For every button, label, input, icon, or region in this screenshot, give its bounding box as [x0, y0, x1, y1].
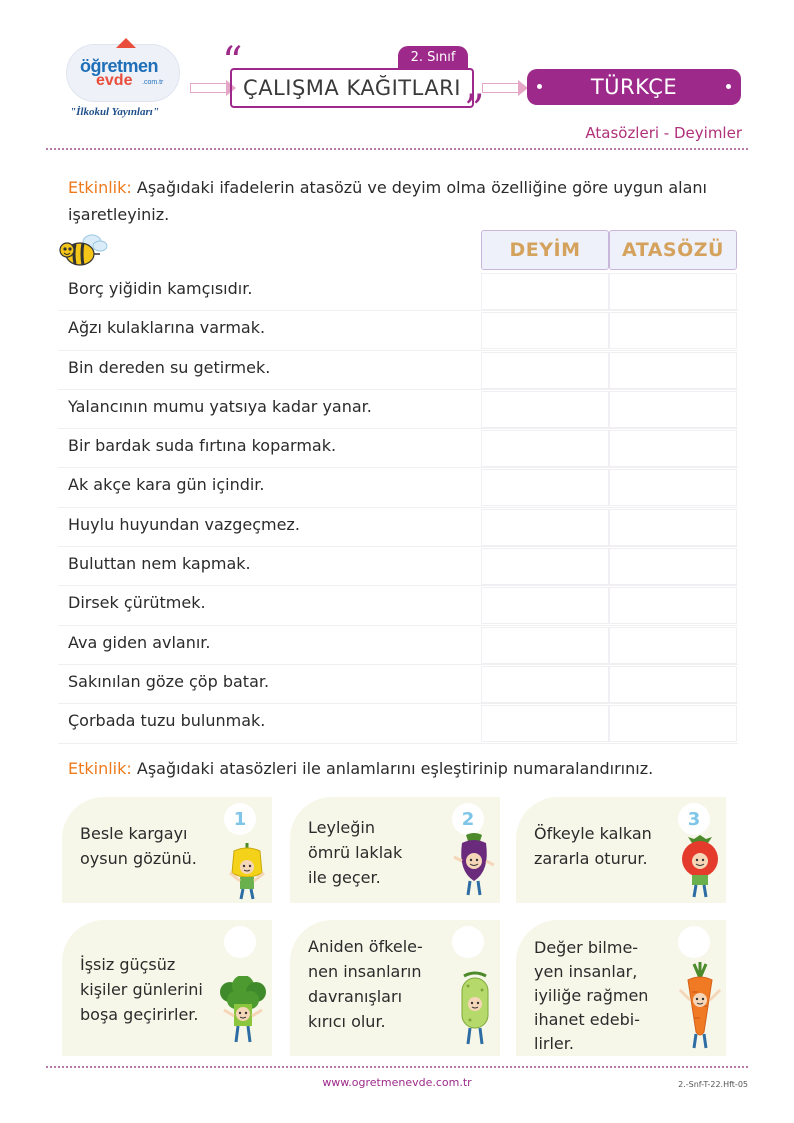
meaning-line: yen insanlar,: [534, 962, 638, 981]
column-header-atasozu: ATASÖZÜ: [609, 230, 737, 270]
activity-label: Etkinlik:: [68, 759, 132, 778]
table-row: [58, 468, 738, 507]
activity2-instruction: [68, 755, 768, 782]
number-circle[interactable]: [678, 926, 710, 958]
carrot-character-icon: [674, 960, 726, 1056]
proverb-text: [534, 821, 652, 871]
meaning-text: [534, 936, 648, 1056]
meaning-text: [308, 934, 423, 1034]
deyim-checkbox[interactable]: [481, 469, 609, 506]
publisher-logo: [60, 38, 188, 126]
proverb-line: Besle kargayı: [80, 824, 188, 843]
deyim-checkbox[interactable]: [481, 430, 609, 467]
table-row: [58, 311, 738, 350]
proverb-line: ile geçer.: [308, 868, 381, 887]
statement-text: Sakınılan göze çöp batar.: [68, 671, 270, 691]
deyim-checkbox[interactable]: [481, 509, 609, 546]
statement-text: Huylu huyundan vazgeçmez.: [68, 514, 300, 534]
meaning-line: davranışları: [308, 987, 403, 1006]
table-row: [58, 586, 738, 625]
eggplant-character-icon: [448, 831, 500, 903]
proverb-line: zararla oturur.: [534, 849, 648, 868]
meaning-line: kişiler günlerini: [80, 980, 203, 999]
proverb-card: [290, 797, 500, 903]
activity2-instruction-text: Aşağıdaki atasözleri ile anlamlarını eşleştirinip numaralandırınız.: [131, 759, 654, 778]
table-row: [58, 390, 738, 429]
atasozu-checkbox[interactable]: [609, 627, 737, 664]
statement-text: Dirsek çürütmek.: [68, 593, 206, 613]
topic-label: Atasözleri - Deyimler: [585, 124, 742, 142]
table-row: [58, 665, 738, 704]
dot-icon: [726, 84, 731, 89]
meaning-line: ihanet edebi-: [534, 1010, 640, 1029]
dotted-divider: [46, 148, 748, 150]
proverb-line: Leyleğin: [308, 818, 375, 837]
meaning-card: [516, 920, 726, 1056]
meaning-line: lirler.: [534, 1034, 574, 1053]
atasozu-checkbox[interactable]: [609, 705, 737, 742]
meaning-line: boşa geçirirler.: [80, 1005, 199, 1024]
column-header-deyim: DEYİM: [481, 230, 609, 270]
atasozu-checkbox[interactable]: [609, 469, 737, 506]
dot-icon: [537, 84, 542, 89]
atasozu-checkbox[interactable]: [609, 391, 737, 428]
meaning-text: [80, 952, 203, 1027]
atasozu-checkbox[interactable]: [609, 352, 737, 389]
meaning-line: İşsiz güçsüz: [80, 955, 176, 974]
logo-tld-text: .com.tr: [142, 79, 164, 86]
atasozu-checkbox[interactable]: [609, 587, 737, 624]
deyim-checkbox[interactable]: [481, 548, 609, 585]
table-row: [58, 272, 738, 311]
atasozu-checkbox[interactable]: [609, 430, 737, 467]
close-quote-icon: ”: [464, 87, 485, 133]
table-row: [58, 547, 738, 586]
footer-code: 2.-Snf-T-22.Hft-05: [678, 1080, 748, 1089]
logo-main-text: öğretmen: [80, 56, 159, 76]
proverb-card: [516, 797, 726, 903]
subject-label: TÜRKÇE: [590, 75, 678, 99]
table-row: [58, 429, 738, 468]
meaning-card: [62, 920, 272, 1056]
footer-url[interactable]: www.ogretmenevde.com.tr: [322, 1076, 472, 1089]
worksheet-title: ÇALIŞMA KAĞITLARI: [230, 68, 474, 108]
statement-text: Bir bardak suda fırtına koparmak.: [68, 436, 337, 456]
broccoli-character-icon: [214, 976, 272, 1056]
deyim-checkbox[interactable]: [481, 312, 609, 349]
deyim-checkbox[interactable]: [481, 352, 609, 389]
grade-badge: 2. Sınıf: [398, 46, 468, 68]
deyim-checkbox[interactable]: [481, 391, 609, 428]
proverb-card: [62, 797, 272, 903]
number-circle[interactable]: [452, 926, 484, 958]
deyim-checkbox[interactable]: [481, 666, 609, 703]
statement-text: Yalancının mumu yatsıya kadar yanar.: [68, 396, 372, 416]
table-row: [58, 508, 738, 547]
dotted-divider: [46, 1066, 748, 1068]
statement-text: Ağzı kulaklarına varmak.: [68, 318, 266, 338]
activity-label: Etkinlik:: [68, 178, 132, 197]
meaning-line: kırıcı olur.: [308, 1012, 386, 1031]
statement-text: Buluttan nem kapmak.: [68, 554, 251, 574]
cucumber-character-icon: [450, 970, 500, 1056]
meaning-line: Değer bilme-: [534, 938, 639, 957]
meaning-line: Aniden öfkele-: [308, 937, 423, 956]
deyim-checkbox[interactable]: [481, 273, 609, 310]
arrow-right-icon: [482, 83, 518, 93]
logo-tagline: "İlkokul Yayınları": [70, 106, 159, 118]
table-row: [58, 626, 738, 665]
number-circle[interactable]: 1: [224, 803, 256, 835]
number-circle[interactable]: 3: [678, 803, 710, 835]
proverb-text: [308, 815, 402, 890]
open-quote-icon: “: [222, 39, 243, 85]
statement-text: Ak akçe kara gün içindir.: [68, 475, 265, 495]
pepper-character-icon: [222, 837, 272, 903]
meaning-line: iyiliğe rağmen: [534, 986, 649, 1005]
atasozu-checkbox[interactable]: [609, 666, 737, 703]
atasozu-checkbox[interactable]: [609, 509, 737, 546]
bee-icon: [58, 232, 108, 268]
statement-text: Bin dereden su getirmek.: [68, 357, 271, 377]
logo-sub-text: evde: [96, 72, 133, 89]
house-icon: [116, 38, 136, 48]
proverb-line: Öfkeyle kalkan: [534, 824, 652, 843]
atasozu-checkbox[interactable]: [609, 273, 737, 310]
activity1-instruction-text: Aşağıdaki ifadelerin atasözü ve deyim olma özelliğine göre uygun alanı işaretleyiniz.: [68, 178, 707, 224]
proverb-text: [80, 821, 197, 871]
deyim-checkbox[interactable]: [481, 627, 609, 664]
arrow-right-icon: [190, 83, 226, 93]
atasozu-checkbox[interactable]: [609, 312, 737, 349]
table-row: [58, 351, 738, 390]
number-circle[interactable]: 2: [452, 803, 484, 835]
meaning-line: nen insanların: [308, 962, 422, 981]
table-row: [58, 704, 738, 743]
activity1-instruction: [68, 174, 748, 228]
deyim-checkbox[interactable]: [481, 705, 609, 742]
deyim-checkbox[interactable]: [481, 587, 609, 624]
proverb-line: ömrü laklak: [308, 843, 403, 862]
statement-text: Ava giden avlanır.: [68, 632, 211, 652]
number-circle[interactable]: [224, 926, 256, 958]
tomato-character-icon: [674, 833, 726, 903]
statement-text: Çorbada tuzu bulunmak.: [68, 711, 266, 731]
subject-pill: [527, 69, 741, 105]
statement-table: [58, 272, 738, 744]
proverb-line: oysun gözünü.: [80, 849, 197, 868]
meaning-card: [290, 920, 500, 1056]
atasozu-checkbox[interactable]: [609, 548, 737, 585]
statement-text: Borç yiğidin kamçısıdır.: [68, 279, 253, 298]
